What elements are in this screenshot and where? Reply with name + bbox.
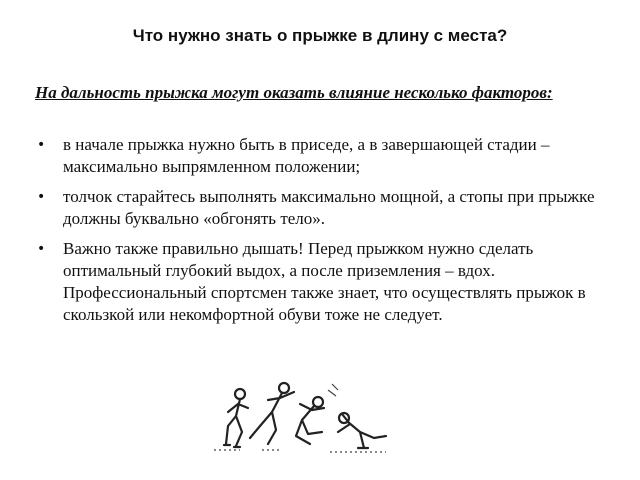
bullet-icon: • bbox=[37, 137, 46, 153]
slide-subtitle: На дальность прыжка могут оказать влияние несколько факторов: bbox=[35, 83, 553, 102]
long-jump-sequence-illustration bbox=[210, 378, 390, 460]
bullet-list bbox=[35, 134, 610, 334]
bullet-item bbox=[35, 134, 610, 178]
bullet-item bbox=[35, 238, 610, 326]
bullet-text: в начале прыжка нужно быть в приседе, а в завершающей стадии – максимально выпрямленном положении; bbox=[63, 135, 550, 176]
bullet-icon: • bbox=[37, 241, 46, 257]
slide-title: Что нужно знать о прыжке в длину с места? bbox=[132, 26, 508, 45]
bullet-icon: • bbox=[37, 189, 46, 205]
bullet-text: толчок старайтесь выполнять максимально мощной, а стопы при прыжке должны буквально «обгонять тело». bbox=[63, 187, 595, 228]
bullet-text: Важно также правильно дышать! Перед прыжком нужно сделать оптимальный глубокий выдох, а после приземления – вдох. Профессиональный спортсмен также знает, что осуществлять прыжок в скользкой или некомфортной обуви тоже не следует. bbox=[63, 239, 586, 324]
bullet-item bbox=[35, 186, 610, 230]
